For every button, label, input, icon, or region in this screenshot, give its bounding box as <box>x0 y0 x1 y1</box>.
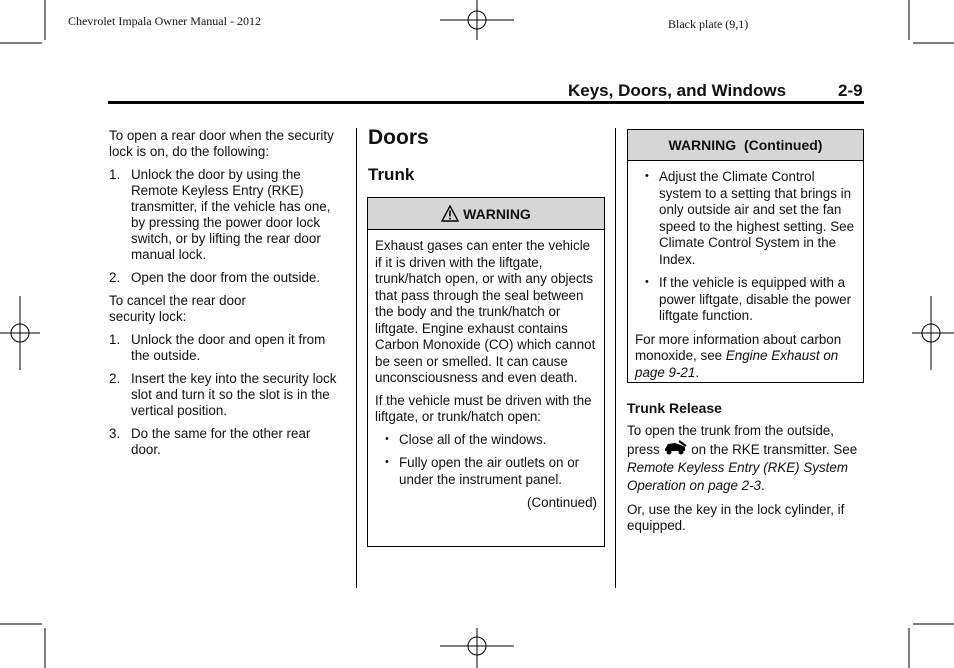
warning-title: WARNING <box>463 206 531 222</box>
trunk-release-heading: Trunk Release <box>627 400 722 416</box>
manual-title: Chevrolet Impala Owner Manual - 2012 <box>68 14 261 28</box>
trunk-release-text-2: Or, use the key in the lock cylinder, if equipped. <box>627 502 845 533</box>
trunk-release-text: To open the trunk from the outside, press on the RKE transmitter. See Remote Keyless Entry (RKE) System Operation on page 2-3. <box>627 423 858 493</box>
rke-link[interactable]: Remote Keyless Entry (RKE) System Operation on page 2-3 <box>627 460 849 493</box>
warning-header <box>368 198 604 230</box>
trunk-release-section <box>627 400 863 541</box>
warning-continued-box <box>627 129 864 383</box>
trunk-release-icon <box>663 440 687 456</box>
column-divider-2 <box>615 128 616 588</box>
header-rule <box>108 101 864 104</box>
list-item: 3. Do the same for the other rear door. <box>109 426 311 457</box>
warning-icon <box>441 205 459 222</box>
list-item: 1. Unlock the door and open it from the outside. <box>109 332 326 363</box>
continued-label: (Continued) <box>527 495 597 510</box>
list-item: 1. Unlock the door by using the Remote Keyless Entry (RKE) transmitter, if the vehicle has one, by pressing the power door lock switch, or by lifting the rear door manual lock. <box>109 167 331 262</box>
list-item: • Adjust the Climate Control system to a setting that brings in only outside air and set the fan speed to the highest setting. See Climate Control System in the Index. <box>645 169 855 267</box>
warning-continued-bullets <box>635 169 856 325</box>
open-steps <box>109 167 347 286</box>
column-divider-1 <box>356 128 357 588</box>
warning-para-2: If the vehicle must be driven with the liftgate, or trunk/hatch open: <box>375 392 592 424</box>
warning-box <box>367 197 605 547</box>
list-item: 2. Open the door from the outside. <box>109 270 321 285</box>
warning-bullets <box>375 432 597 489</box>
list-item: 2. Insert the key into the security lock slot and turn it so the slot is in the vertical position. <box>109 371 337 418</box>
list-item: • If the vehicle is equipped with a power liftgate, disable the power liftgate function. <box>645 275 852 323</box>
page-number: 2-9 <box>838 81 863 100</box>
doors-heading: Doors <box>368 126 429 149</box>
section-title: Keys, Doors, and Windows <box>568 81 787 100</box>
more-info-text: For more information about carbon monoxide, see Engine Exhaust on page 9-21. <box>635 331 842 380</box>
cancel-steps <box>109 332 347 458</box>
trunk-heading: Trunk <box>368 165 415 184</box>
engine-exhaust-link[interactable]: Engine Exhaust on page 9-21 <box>635 348 839 380</box>
intro-text: To open a rear door when the security lock is on, do the following: <box>109 128 334 159</box>
warning-continued-header: WARNING (Continued) <box>628 130 863 161</box>
plate-label: Black plate (9,1) <box>668 17 749 31</box>
column-1 <box>109 128 347 465</box>
list-item: • Fully open the air outlets on or under the instrument panel. <box>385 455 580 487</box>
cancel-intro-text: To cancel the rear door security lock: <box>109 293 246 324</box>
warning-para-1: Exhaust gases can enter the vehicle if it is driven with the liftgate, trunk/hatch open, or with any objects that pass through the seal between the body and the trunk/hatch or liftgate. Engine exhaust contains Carbon Monoxide (CO) which cannot be seen or smelled. It can cause unconsciousness and even death. <box>375 238 596 385</box>
list-item: • Close all of the windows. <box>385 431 547 447</box>
